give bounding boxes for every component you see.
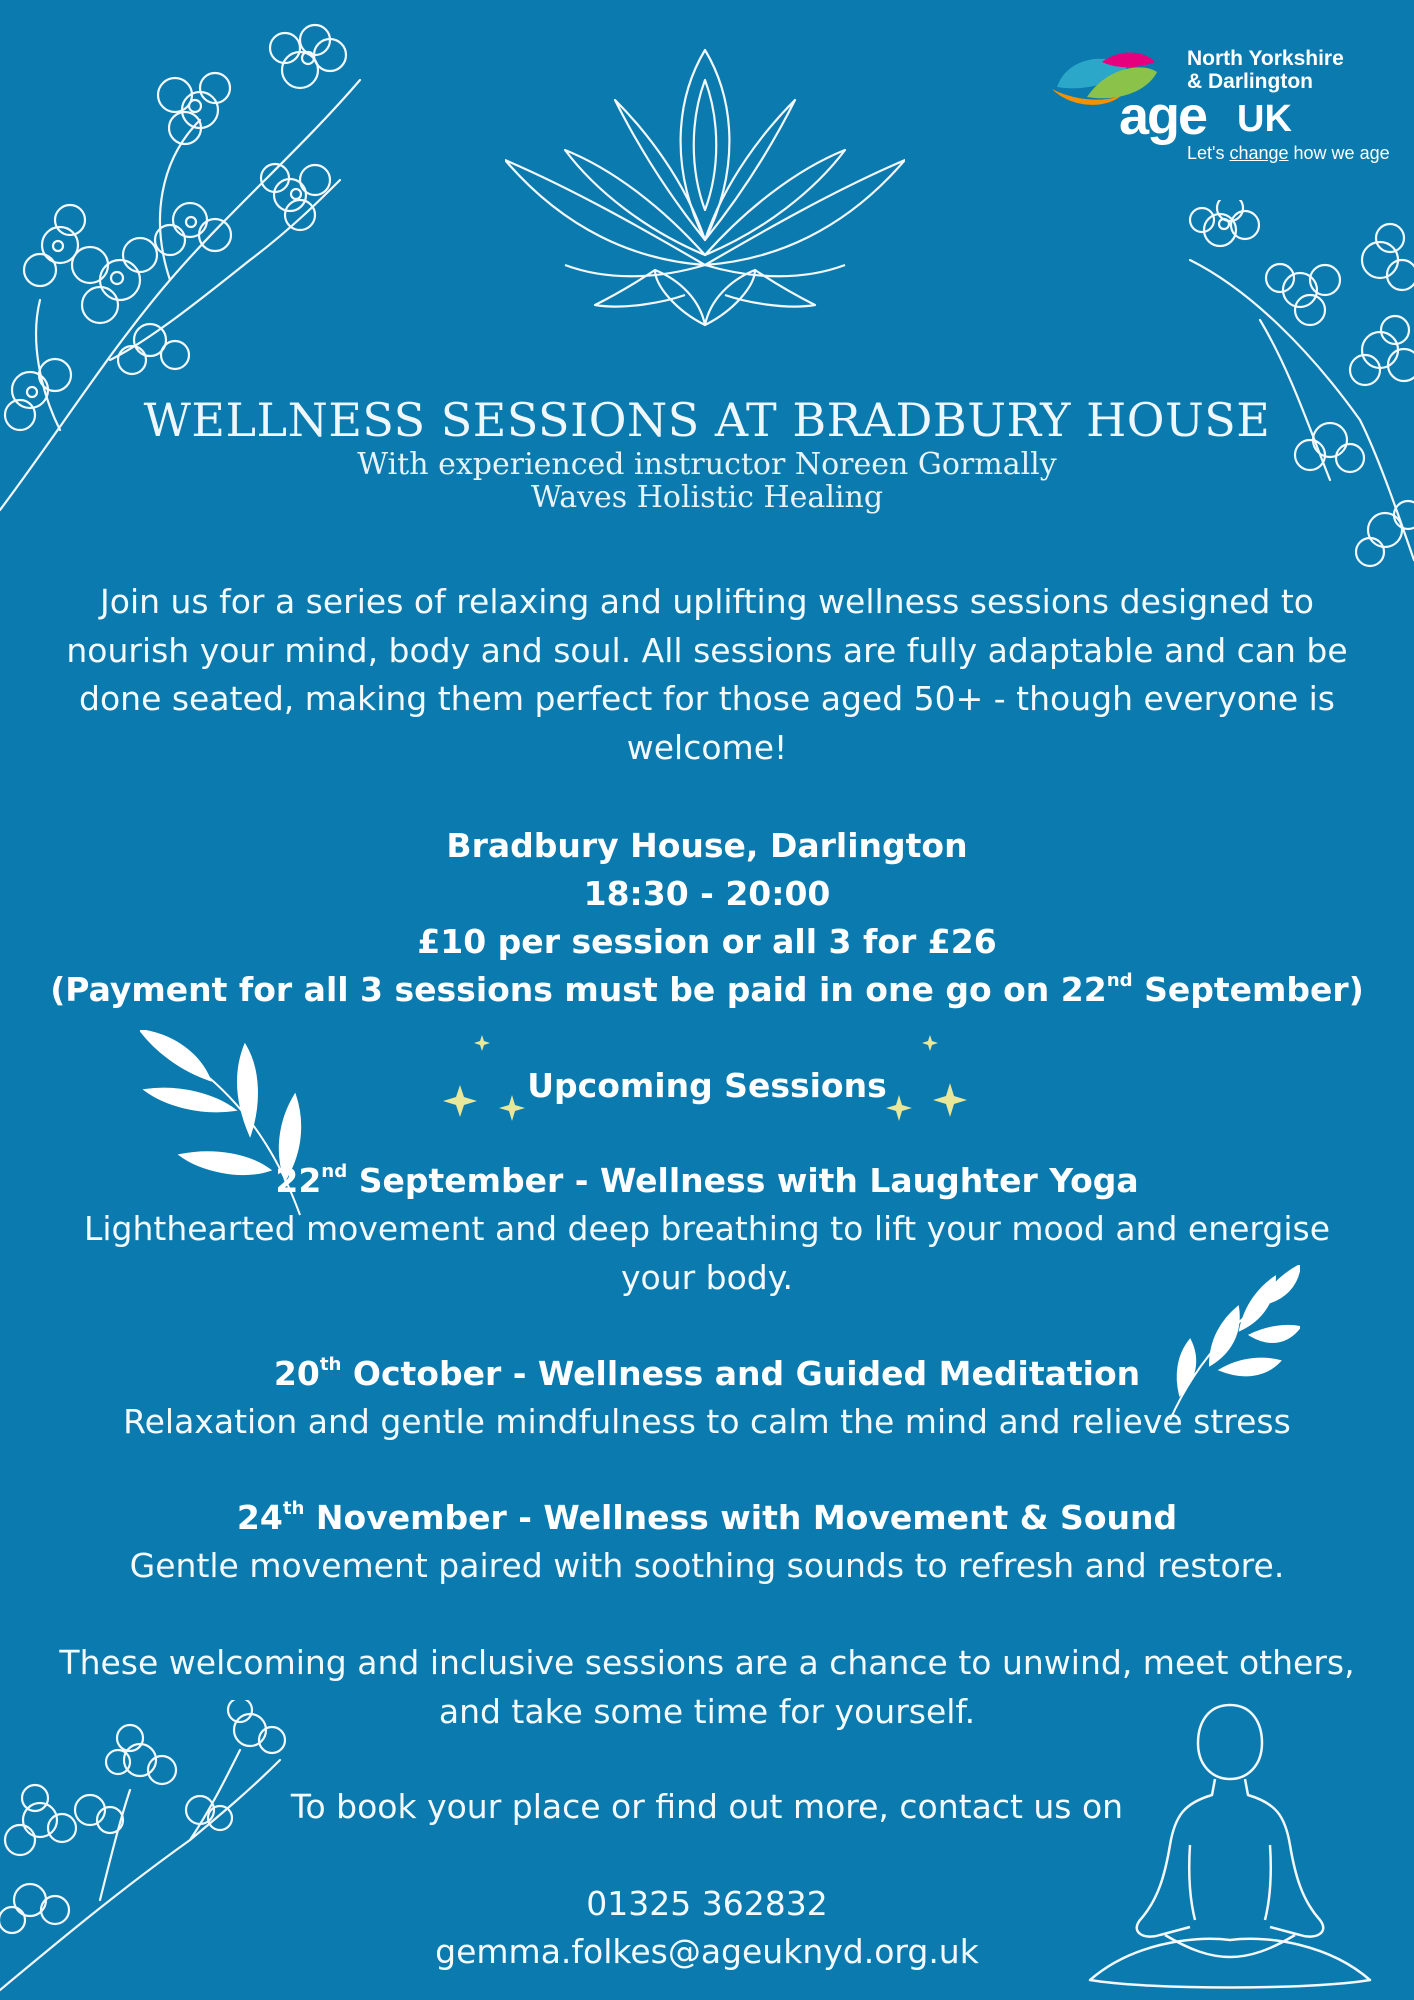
organisation-subtitle: Waves Holistic Healing: [530, 480, 884, 515]
contact-prompt: To book your place or find out more, contact us on: [290, 1787, 1124, 1826]
session-title: 22nd September - Wellness with Laughter Yoga: [275, 1161, 1139, 1200]
blossom-branch-top-right-icon: [1180, 200, 1414, 580]
session-title: 20th October - Wellness and Guided Meditation: [273, 1354, 1141, 1393]
lotus-icon: [505, 40, 905, 330]
session-item: [0, 1350, 1414, 1447]
session-details: [0, 822, 1414, 1014]
page-title: WELLNESS SESSIONS AT BRADBURY HOUSE: [143, 393, 1271, 447]
upcoming-heading: Upcoming Sessions: [527, 1066, 887, 1105]
session-description: Gentle movement paired with soothing sounds to refresh and restore.: [129, 1546, 1285, 1585]
session-title: 24th November - Wellness with Movement & Sound: [236, 1498, 1178, 1537]
instructor-subtitle: With experienced instructor Noreen Gormally: [357, 447, 1057, 482]
contact-email[interactable]: gemma.folkes@ageuknyd.org.uk: [435, 1932, 979, 1971]
age-uk-logo: [1047, 45, 1392, 165]
org-region: North Yorkshire & Darlington: [1187, 47, 1344, 93]
time: 18:30 - 20:00: [583, 874, 831, 913]
closing-paragraph: These welcoming and inclusive sessions are a chance to unwind, meet others, and take some time for yourself.: [59, 1643, 1355, 1731]
price: £10 per session or all 3 for £26: [417, 922, 997, 961]
session-item: [0, 1494, 1414, 1591]
payment-note: (Payment for all 3 sessions must be paid in one go on 22nd September): [50, 970, 1364, 1009]
session-item: [0, 1157, 1414, 1302]
brand-uk: UK: [1237, 98, 1292, 140]
intro-paragraph: Join us for a series of relaxing and uplifting wellness sessions designed to nourish your mind, body and soul. All sessions are fully adaptable and can be done seated, making them perfect for those aged 50+ - though everyone is welcome!: [66, 582, 1348, 767]
contact-phone[interactable]: 01325 362832: [586, 1884, 828, 1923]
location: Bradbury House, Darlington: [446, 826, 968, 865]
session-description: Lighthearted movement and deep breathing to lift your mood and energise your body.: [83, 1209, 1331, 1297]
tagline: Let's change how we age: [1187, 143, 1390, 163]
brand-age: age: [1119, 86, 1207, 146]
session-description: Relaxation and gentle mindfulness to calm the mind and relieve stress: [123, 1402, 1291, 1441]
